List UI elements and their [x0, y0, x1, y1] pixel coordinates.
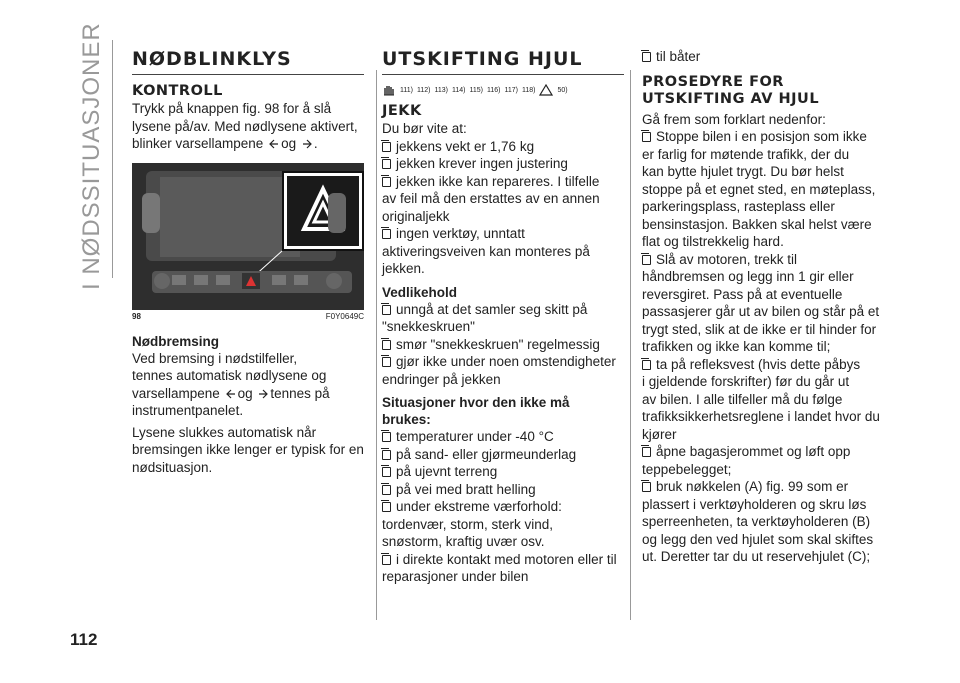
bullet-icon [382, 432, 391, 442]
body-line: Lysene slukkes automatisk når [132, 424, 317, 440]
bullet-icon [382, 340, 391, 350]
section-heading: Situasjoner hvor den ikke må [382, 395, 570, 410]
body-line: plassert i verktøyholderen og skru løs [642, 496, 867, 512]
column-procedure [642, 48, 880, 566]
page-number: 112 [70, 630, 98, 649]
body-line: reparasjoner under bilen [382, 569, 529, 584]
body-line: av feil må den erstattes av en annen [382, 191, 600, 206]
body-line: av bilen. I alle tilfeller må du følge [642, 391, 843, 407]
body-line: Ved bremsing i nødstilfeller, [132, 350, 298, 366]
column-divider [630, 70, 631, 620]
bullet-icon [642, 482, 651, 492]
section-heading: Nødbremsing [132, 333, 220, 349]
list-item: unngå at det samler seg skitt på [382, 301, 624, 319]
procedure-title: PROSEDYRE FOR [642, 73, 784, 90]
step-item: Slå av motoren, trekk til [642, 251, 880, 269]
intro-line: Trykk på knappen fig. 98 for å slå [132, 101, 332, 116]
bullet-icon [642, 360, 651, 370]
caution-icon [539, 84, 553, 96]
turn-signal-right-icon [302, 139, 312, 149]
body-line: Du bør vite at: [382, 121, 467, 136]
figure-number: 98 [132, 311, 141, 321]
bullet-icon [382, 485, 391, 495]
list-item: jekken ikke kan repareres. I tilfelle [382, 173, 624, 191]
list-item: i direkte kontakt med motoren eller til [382, 551, 624, 569]
figure-code: F0Y0649C [325, 311, 364, 321]
bullet-icon [382, 450, 391, 460]
body-line: i gjeldende forskrifter) før du går ut [642, 374, 850, 389]
list-item: smør "snekkeskruen" regelmessig [382, 336, 624, 354]
bullet-icon [382, 305, 391, 315]
bullet-icon [642, 447, 651, 457]
bullet-icon [382, 142, 391, 152]
section-heading: Vedlikehold [382, 284, 458, 300]
procedure-title: UTSKIFTING AV HJUL [642, 90, 820, 107]
body-line: og legg den ved hjulet som skal skiftes [642, 531, 874, 547]
subsection-title: JEKK [382, 103, 422, 119]
body-line: "snekkeskruen" [382, 319, 475, 334]
body-line: reversgiret. Pass på at eventuelle [642, 286, 843, 302]
body-line: sperreenheten, ta verktøyholderen (B) [642, 514, 871, 529]
title-rule [382, 74, 624, 75]
bullet-icon [382, 159, 391, 169]
body-line: instrumentpanelet. [132, 403, 244, 418]
section-heading: brukes: [382, 412, 431, 427]
step-item: bruk nøkkelen (A) fig. 99 som er [642, 478, 880, 496]
list-item: gjør ikke under noen omstendigheter [382, 353, 624, 371]
bullet-icon [382, 177, 391, 187]
body-line: trygt sted, slik at de ikke er til hinder for [642, 321, 877, 337]
body-line: trafikksikkerhetsreglene i landet hvor du [642, 409, 880, 424]
body-line: jekken. [382, 261, 425, 276]
figure-caption [132, 312, 364, 321]
column-divider [376, 70, 377, 620]
body-line: parkeringsplass, rasteplass eller [642, 199, 835, 214]
body-line: stoppe på et egnet sted, en møteplass, [642, 181, 876, 197]
body-line: bremsingen ikke lenger er typisk for en [132, 442, 364, 457]
column-wheel-change [382, 48, 624, 586]
warning-references: 111) 112) 113) 114) 115) 116) 117) 118) 50) [382, 83, 624, 97]
body-line: kjører [642, 426, 677, 442]
turn-signal-right-icon [258, 389, 268, 399]
list-item: på sand- eller gjørmeunderlag [382, 446, 624, 464]
intro-line: blinker varsellampene og . [132, 136, 318, 151]
list-item: ingen verktøy, unntatt [382, 225, 624, 243]
body-line: aktiveringsveiven kan monteres på [382, 243, 590, 259]
bullet-icon [382, 502, 391, 512]
step-item: Stoppe bilen i en posisjon som ikke [642, 128, 880, 146]
title-rule [132, 74, 364, 75]
side-rule [112, 40, 113, 278]
list-item: jekkens vekt er 1,76 kg [382, 138, 624, 156]
body-line: trafikken og ikke kan komme til; [642, 339, 831, 354]
turn-signal-left-icon [269, 139, 279, 149]
bullet-icon [642, 52, 651, 62]
body-line: tennes automatisk nødlysene og [132, 368, 327, 383]
step-item: åpne bagasjerommet og løft opp [642, 443, 880, 461]
bullet-icon [382, 229, 391, 239]
body-line: nødsituasjon. [132, 459, 213, 475]
side-section-label: I NØDSSITUASJONER [78, 22, 105, 290]
body-line: flat og tilstrekkelig hard. [642, 234, 784, 249]
hazard-button-illustration [132, 163, 364, 310]
body-line: bensinstasjon. Bakken skal helst være [642, 216, 872, 232]
subsection-title: KONTROLL [132, 83, 223, 99]
section-title: NØDBLINKLYS [132, 48, 292, 70]
body-line: Gå frem som forklart nedenfor: [642, 111, 826, 127]
body-line: ut. Deretter tar du ut reservehjulet (C); [642, 549, 871, 564]
bullet-icon [642, 255, 651, 265]
intro-line: lysene på/av. Med nødlysene aktivert, [132, 118, 358, 134]
body-line: tordenvær, storm, sterk vind, [382, 516, 554, 532]
column-hazard-lights [132, 48, 364, 476]
body-line: varsellampene og tennes på [132, 385, 330, 401]
bullet-icon [382, 357, 391, 367]
list-item: jekken krever ingen justering [382, 155, 624, 173]
warning-hand-icon [382, 83, 396, 97]
body-line: teppebelegget; [642, 461, 732, 477]
bullet-icon [382, 467, 391, 477]
body-line: passasjerer går ut av bilen og står på et [642, 304, 880, 319]
dashboard-figure [132, 163, 364, 310]
list-item: på vei med bratt helling [382, 481, 624, 499]
body-line: kan bytte hjulet trygt. Du bør helst [642, 164, 844, 179]
procedure-steps [642, 128, 880, 566]
turn-signal-left-icon [226, 389, 236, 399]
list-item: på ujevnt terreng [382, 463, 624, 481]
list-item: temperaturer under -40 °C [382, 428, 624, 446]
step-item: ta på refleksvest (hvis dette påbys [642, 356, 880, 374]
bullet-icon [642, 132, 651, 142]
list-item: til båter [642, 48, 880, 66]
list-item: under ekstreme værforhold: [382, 498, 624, 516]
body-line: snøstorm, kraftig uvær osv. [382, 534, 545, 549]
body-line: er farlig for møtende trafikk, der du [642, 146, 850, 162]
section-title: UTSKIFTING HJUL [382, 48, 583, 70]
body-line: håndbremsen og legg inn 1 gir eller [642, 269, 854, 284]
body-line: originaljekk [382, 208, 450, 224]
body-line: endringer på jekken [382, 371, 501, 387]
bullet-icon [382, 555, 391, 565]
